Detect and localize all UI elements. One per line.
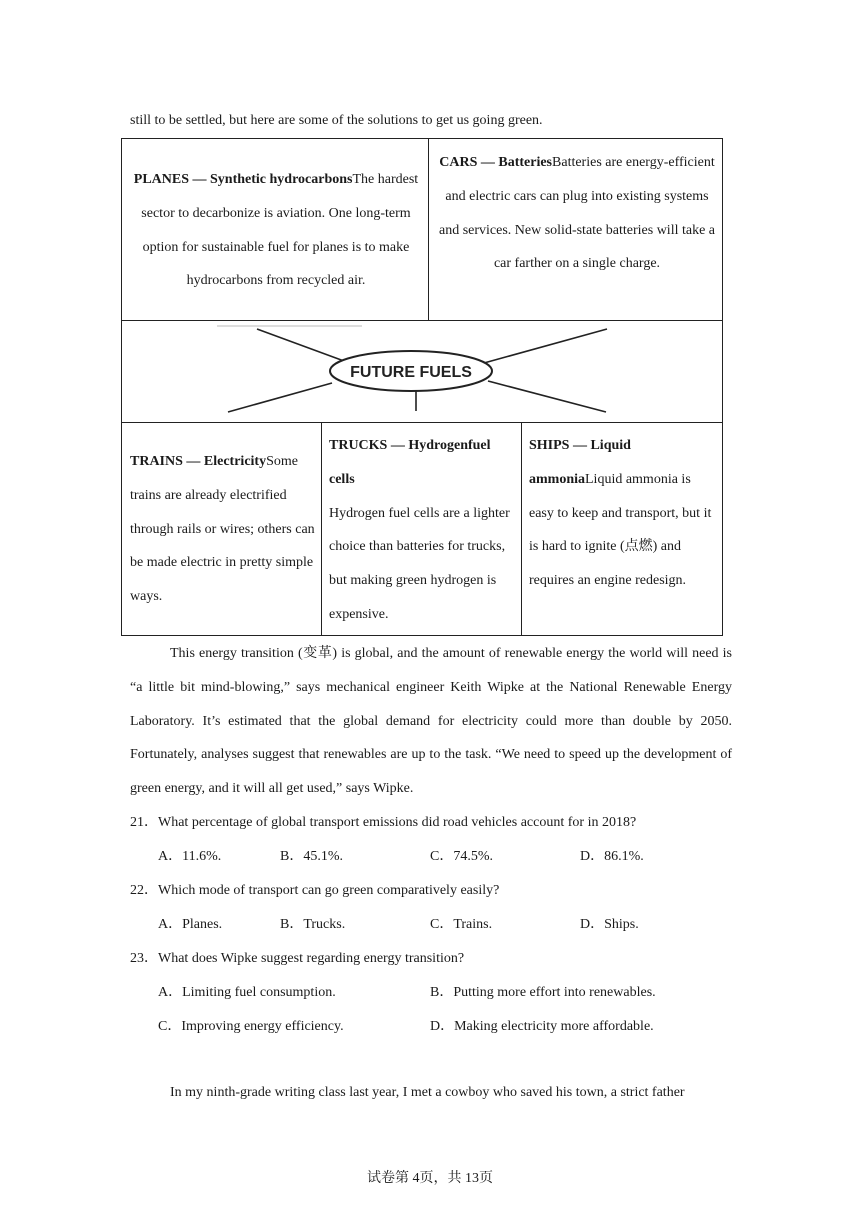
future-fuels-label: FUTURE FUELS bbox=[350, 364, 472, 381]
q22-option-b: B．Trucks. bbox=[280, 917, 346, 932]
future-fuels-diagram bbox=[122, 321, 722, 421]
q23-option-d: D．Making electricity more affordable. bbox=[430, 1019, 654, 1034]
q23-option-a: A．Limiting fuel consumption. bbox=[158, 985, 336, 1000]
planes-text: The hardest sector to decarbonize is aviation. One long-term option for sustainable fuel for planes is to make hydrocarbons from recycled air. bbox=[141, 172, 419, 289]
q21-option-c: C．74.5%. bbox=[430, 849, 493, 864]
planes-cell bbox=[128, 163, 424, 298]
question-23: 23．What does Wipke suggest regarding energy transition? bbox=[130, 951, 465, 966]
q23-option-b: B．Putting more effort into renewables. bbox=[430, 985, 656, 1000]
cars-title: CARS — Batteries bbox=[439, 155, 553, 170]
fuel-table bbox=[121, 138, 723, 636]
ships-text: Liquid ammonia is easy to keep and transport, but it is hard to ignite (点燃) and requires an engine redesign. bbox=[529, 471, 712, 589]
trucks-title: TRUCKS — Hydrogenfuel cells bbox=[329, 438, 491, 487]
trucks-cell bbox=[329, 429, 517, 632]
q21-option-b: B．45.1%. bbox=[280, 849, 343, 864]
next-passage-line: In my ninth-grade writing class last year, I met a cowboy who saved his town, a strict father bbox=[170, 1085, 685, 1100]
body-paragraph: This energy transition (变革) is global, and the amount of renewable energy the world will need is “a little bit mind-blowing,” says mechanical engineer Keith Wipke at the National Renewable Energy Laboratory. It’s estimated that the global demand for electricity could more than double by 2050. Fortunately, analyses suggest that renewables are up to the task. “We need to speed up the development of green energy, and it will all get used,” says Wipke. bbox=[130, 646, 732, 797]
q22-option-c: C．Trains. bbox=[430, 917, 493, 932]
q23-option-c: C．Improving energy efficiency. bbox=[158, 1019, 344, 1034]
q21-option-d: D．86.1%. bbox=[580, 849, 644, 864]
question-21: 21．What percentage of global transport emissions did road vehicles account for in 2018? bbox=[130, 815, 637, 830]
q22-option-d: D．Ships. bbox=[580, 917, 639, 932]
q22-option-a: A．Planes. bbox=[158, 917, 223, 932]
cars-cell bbox=[434, 146, 720, 281]
trains-text: Some trains are already electrified through rails or wires; others can be made electric in pretty simple ways. bbox=[130, 454, 315, 605]
page-footer: 试卷第 4页，共 13页 bbox=[367, 1171, 493, 1186]
question-22: 22．Which mode of transport can go green comparatively easily? bbox=[130, 883, 500, 898]
trains-cell bbox=[130, 445, 318, 614]
ships-cell bbox=[529, 429, 715, 598]
cars-text: Batteries are energy-efficient and electric cars can plug into existing systems and services. New solid-state batteries will take a car farther on a single charge. bbox=[438, 155, 715, 272]
q21-option-a: A．11.6%. bbox=[158, 849, 222, 864]
trucks-text: Hydrogen fuel cells are a lighter choice than batteries for trucks, but making green hydrogen is expensive. bbox=[329, 505, 510, 622]
trains-title: TRAINS — Electricity bbox=[130, 454, 267, 469]
intro-line: still to be settled, but here are some of the solutions to get us going green. bbox=[130, 113, 543, 128]
planes-title: PLANES — Synthetic hydrocarbons bbox=[133, 172, 353, 187]
ships-title: SHIPS — Liquid ammonia bbox=[529, 438, 631, 487]
